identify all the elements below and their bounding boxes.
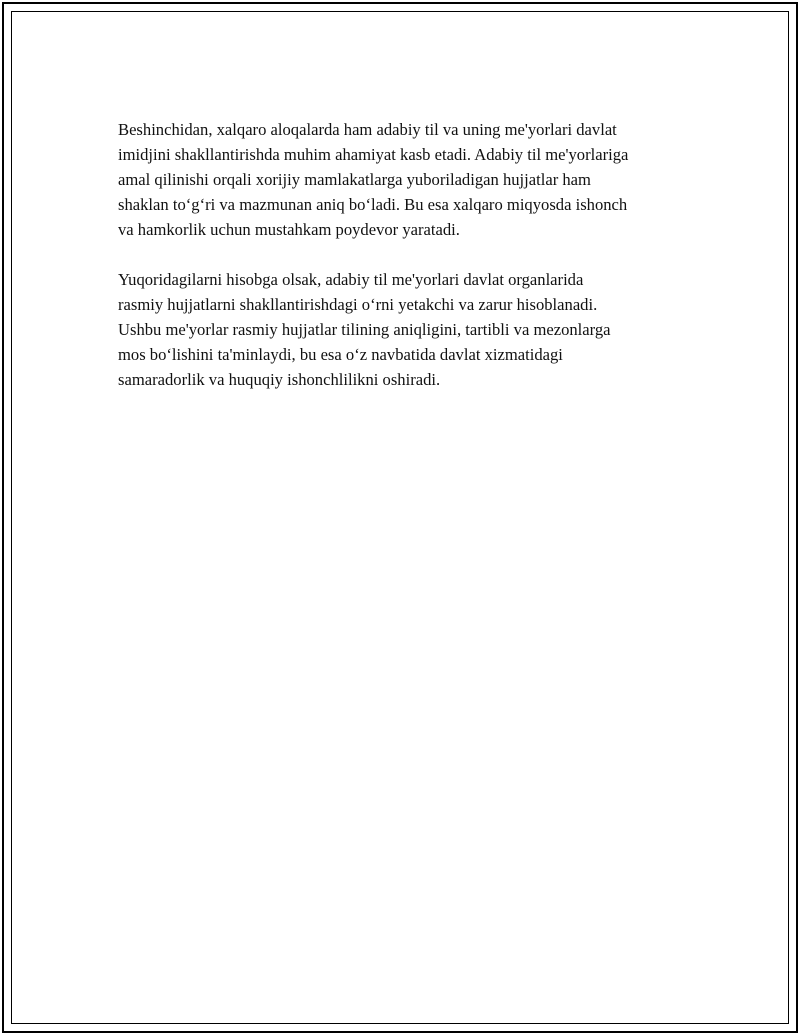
paragraph-international-relations: Beshinchidan, xalqaro aloqalarda ham adabiy til va uning me'yorlari davlat imidjini shakllantirishda muhim ahamiyat kasb etadi. Adabiy til me'yorlariga amal qilinishi orqali xorijiy mamlakatlarga yuboriladigan hujjatlar ham shaklan to‘g‘ri va mazmunan aniq bo‘ladi. Bu esa xalqaro miqyosda ishonch va hamkorlik uchun mustahkam poydevor yaratadi. [118, 120, 629, 239]
paragraph-conclusion: Yuqoridagilarni hisobga olsak, adabiy til me'yorlari davlat organlarida rasmiy hujjatlarni shakllantirishdagi o‘rni yetakchi va zarur hisoblanadi. Ushbu me'yorlar rasmiy hujjatlar tilining aniqligini, tartibli va mezonlarga mos bo‘lishini ta'minlaydi, bu esa o‘z navbatida davlat xizmatidagi samaradorlik va huquqiy ishonchlilikni oshiradi. [118, 270, 611, 389]
document-body [118, 117, 698, 417]
